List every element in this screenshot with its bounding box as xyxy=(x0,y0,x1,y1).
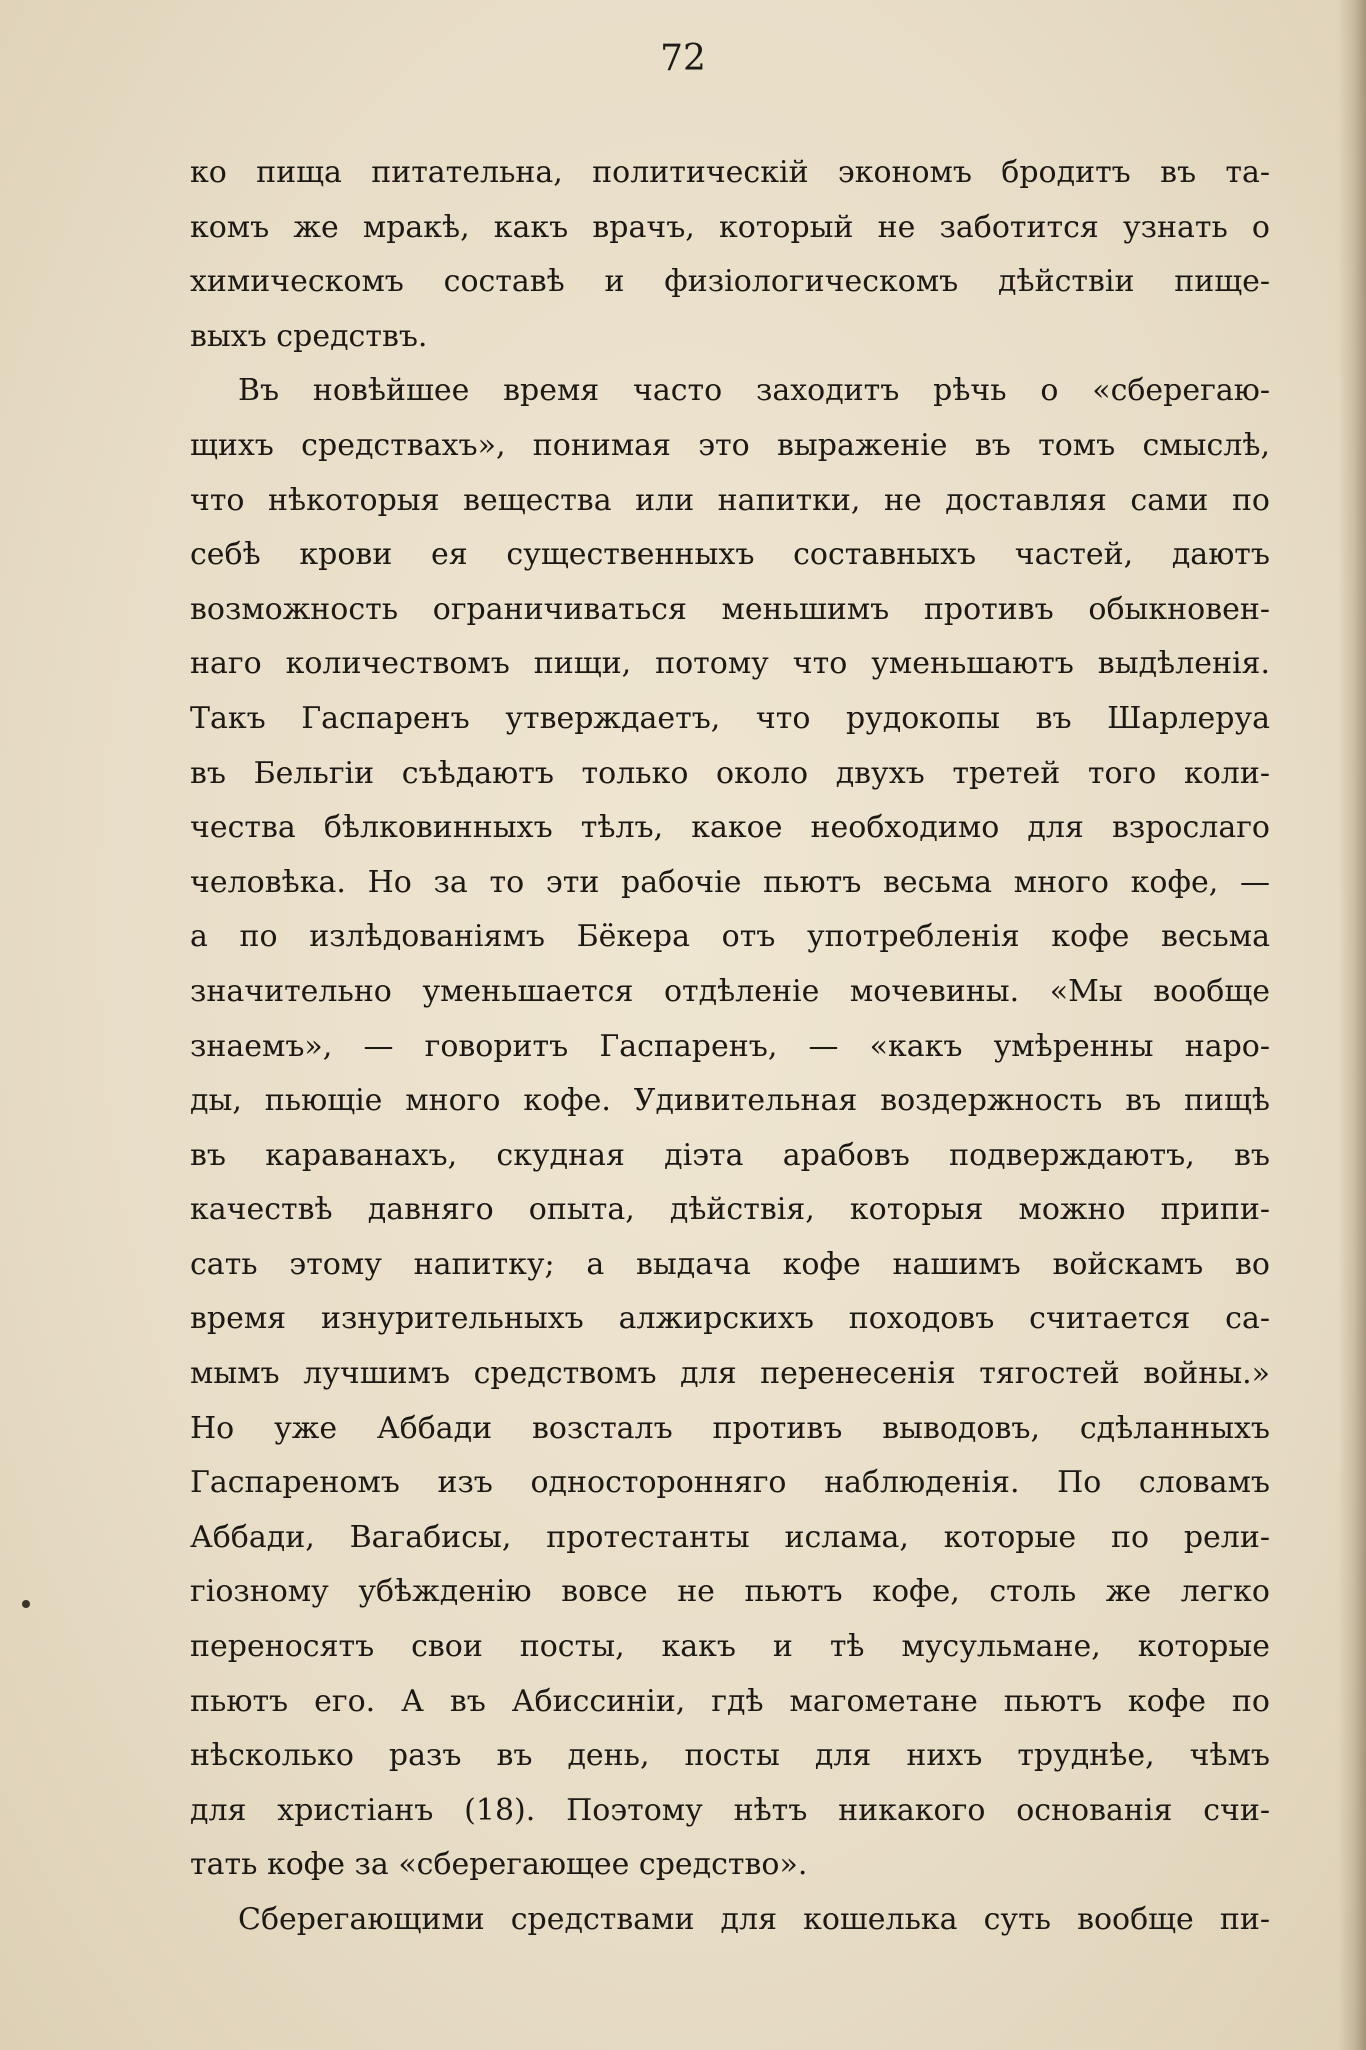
text-line: Въ новѣйшее время часто заходитъ рѣчь о «сберегаю- xyxy=(238,373,1270,409)
text-line: человѣка. Но за то эти рабочіе пьютъ весьма много кофе, — xyxy=(190,864,1270,900)
text-line: въ караванахъ, скудная діэта арабовъ подверждаютъ, въ xyxy=(190,1137,1270,1173)
spine-shadow xyxy=(1338,0,1366,2050)
text-line: что нѣкоторыя вещества или напитки, не доставляя сами по xyxy=(190,482,1270,518)
text-line: сать этому напитку; а выдача кофе нашимъ войскамъ во xyxy=(190,1246,1270,1282)
body-text xyxy=(190,146,1270,1948)
text-line: мымъ лучшимъ средствомъ для перенесенія тягостей войны.» xyxy=(190,1356,1270,1392)
text-line: а по излѣдованіямъ Бёкера отъ употребленія кофе весьма xyxy=(190,919,1270,955)
ink-speck xyxy=(22,1600,30,1608)
text-line: знаемъ», — говоритъ Гаспаренъ, — «какъ умѣренны наро- xyxy=(190,1028,1270,1064)
text-line: наго количествомъ пищи, потому что уменьшаютъ выдѣленія. xyxy=(190,646,1270,682)
text-line: ды, пьющіе много кофе. Удивительная воздержность въ пищѣ xyxy=(190,1083,1270,1119)
text-line: Сберегающими средствами для кошелька суть вообще пи- xyxy=(238,1902,1270,1937)
text-line: Такъ Гаспаренъ утверждаетъ, что рудокопы въ Шарлеруа xyxy=(190,700,1270,736)
text-line: для христіанъ (18). Поэтому нѣтъ никакого основанія счи- xyxy=(190,1792,1270,1828)
text-line: переносятъ свои посты, какъ и тѣ мусульмане, которые xyxy=(190,1629,1270,1665)
text-line: Аббади, Вагабисы, протестанты ислама, которые по рели- xyxy=(190,1519,1270,1555)
text-line: качествѣ давняго опыта, дѣйствія, которыя можно припи- xyxy=(190,1192,1270,1228)
text-line: выхъ средствъ. xyxy=(190,318,428,354)
page-number: 72 xyxy=(660,38,706,79)
text-line: время изнурительныхъ алжирскихъ походовъ считается са- xyxy=(190,1301,1270,1337)
text-line: нѣсколько разъ въ день, посты для нихъ труднѣе, чѣмъ xyxy=(190,1738,1270,1774)
text-line: себѣ крови ея существенныхъ составныхъ частей, даютъ xyxy=(190,537,1270,573)
text-line: пьютъ его. А въ Абиссиніи, гдѣ магометане пьютъ кофе по xyxy=(190,1683,1270,1719)
text-line: возможность ограничиваться меньшимъ противъ обыкновен- xyxy=(190,591,1270,627)
text-line: комъ же мракѣ, какъ врачъ, который не заботится узнать о xyxy=(190,209,1270,245)
text-line: Гаспареномъ изъ односторонняго наблюденія. По словамъ xyxy=(190,1465,1270,1501)
text-line: щихъ средствахъ», понимая это выраженіе въ томъ смыслѣ, xyxy=(190,427,1270,463)
text-line: значительно уменьшается отдѣленіе мочевины. «Мы вообще xyxy=(190,973,1270,1009)
text-line: гіозному убѣжденію вовсе не пьютъ кофе, столь же легко xyxy=(190,1574,1270,1610)
text-line: чества бѣлковинныхъ тѣлъ, какое необходимо для взрослаго xyxy=(190,810,1270,846)
text-line: химическомъ составѣ и физіологическомъ дѣйствіи пище- xyxy=(190,264,1270,300)
text-line: ко пища питательна, политическій экономъ бродитъ въ та- xyxy=(190,155,1270,190)
text-line: тать кофе за «сберегающее средство». xyxy=(190,1847,808,1883)
text-line: Но уже Аббади возсталъ противъ выводовъ, сдѣланныхъ xyxy=(190,1410,1270,1446)
text-line: въ Бельгіи съѣдаютъ только около двухъ третей того коли- xyxy=(190,755,1270,791)
